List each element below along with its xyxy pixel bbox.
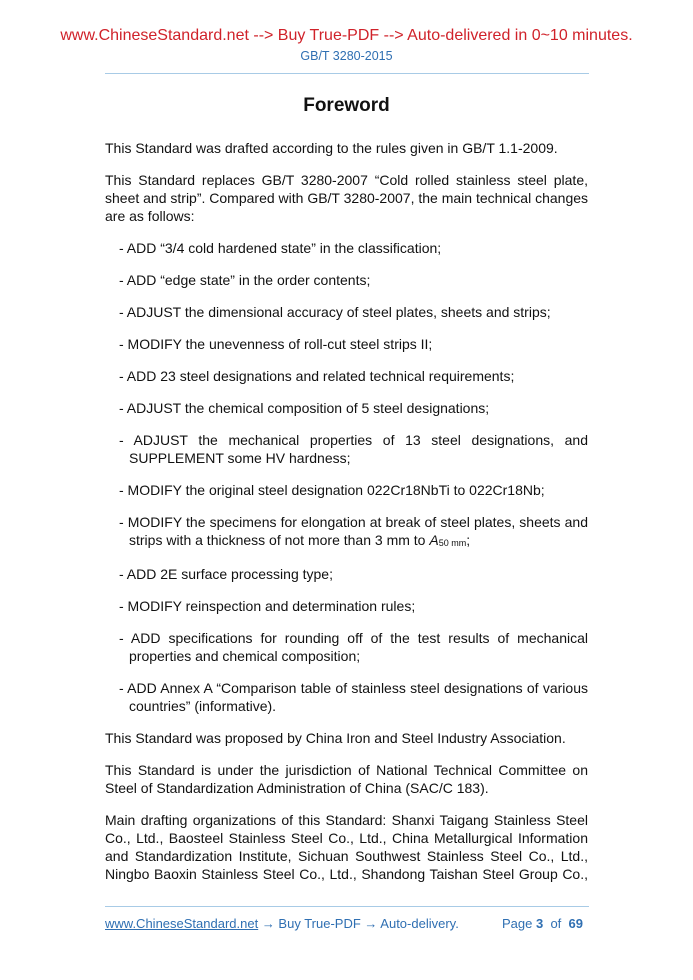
list-item: - ADD 2E surface processing type; (119, 566, 333, 582)
punctuation: ; (466, 532, 471, 548)
paragraph: This Standard was drafted according to the rules given in GB/T 1.1-2009. (105, 140, 558, 156)
subscript: 50 mm (438, 538, 467, 548)
list-item: - ADD Annex A “Comparison table of stainless steel designations of various countries” (informative). (119, 680, 588, 714)
list-item: - MODIFY the original steel designation 022Cr18NbTi to 022Cr18Nb; (119, 482, 545, 498)
list-item: - ADJUST the chemical composition of 5 steel designations; (119, 400, 490, 416)
paragraph: This Standard replaces GB/T 3280-2007 “Cold rolled stainless steel plate, sheet and strip”. Compared with GB/T 3280-2007, the main technical changes are as follows: (105, 172, 589, 224)
footer (105, 916, 583, 931)
list-item: - MODIFY reinspection and determination rules; (119, 598, 416, 614)
footer-text: → Buy True-PDF → Auto-delivery. (258, 916, 459, 931)
standard-number: GB/T 3280-2015 (300, 49, 393, 63)
promo-banner: www.ChineseStandard.net --> Buy True-PDF --> Auto-delivered in 0~10 minutes. (60, 27, 633, 44)
paragraph: This Standard was proposed by China Iron and Steel Industry Association. (105, 730, 566, 746)
footer-divider (105, 906, 589, 907)
header-divider (105, 73, 589, 74)
page-number: 3 (535, 916, 544, 931)
list-item: - ADD “edge state” in the order contents; (119, 272, 371, 288)
page-label: Page (501, 916, 533, 931)
page-total: 69 (568, 916, 583, 931)
footer-link[interactable]: www.ChineseStandard.net (105, 916, 259, 931)
paragraph: Main drafting organizations of this Standard: Shanxi Taigang Stainless Steel Co., Ltd., Baosteel Stainless Steel Co., Ltd., China Metallurgical Information and Standardization Institute, Sichuan Southwest Stainless Steel Co., Ltd., Ningbo Baoxin Stainless Steel Co., Ltd., Shandong Taishan Steel Group Co., (105, 812, 588, 882)
list-item (105, 513, 588, 551)
page-title: Foreword (303, 95, 390, 116)
list-item: - ADD 23 steel designations and related technical requirements; (119, 368, 515, 384)
list-item: - ADJUST the mechanical properties of 13 steel designations, and SUPPLEMENT some HV hardness; (119, 432, 588, 466)
symbol: A (429, 532, 439, 548)
paragraph: This Standard is under the jurisdiction of National Technical Committee on Steel of Standardization Administration of China (SAC/C 183). (105, 762, 588, 796)
list-item: - MODIFY the unevenness of roll-cut steel strips II; (119, 336, 433, 352)
list-item: - ADD “3/4 cold hardened state” in the classification; (119, 240, 442, 256)
document-body (105, 94, 588, 897)
of-label: of (550, 916, 562, 931)
page-indicator (502, 916, 583, 931)
list-item-text: - MODIFY the specimens for elongation at break of steel plates, sheets and strips with a thickness of not more than 3 mm to (119, 514, 588, 548)
list-item: - ADD specifications for rounding off of the test results of mechanical properties and chemical composition; (119, 630, 588, 664)
list-item: - ADJUST the dimensional accuracy of steel plates, sheets and strips; (119, 304, 551, 320)
